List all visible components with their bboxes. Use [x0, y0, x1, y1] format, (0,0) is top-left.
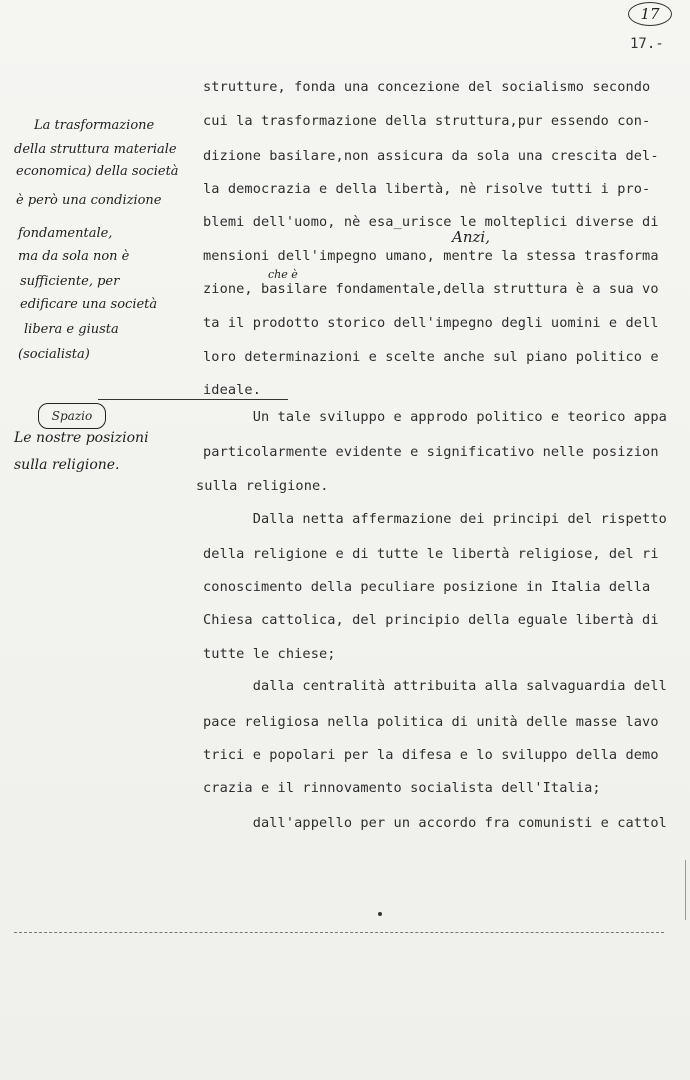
typed-line: blemi dell'uomo, nè esa_urisce le molteplici diverse di — [203, 214, 659, 230]
handwritten-line: è però una condizione — [16, 193, 162, 208]
typed-line: della religione e di tutte le libertà religiose, del ri — [203, 546, 659, 562]
handwritten-line: edificare una società — [20, 297, 158, 312]
handwritten-line: economica) della società — [16, 164, 179, 179]
typed-line: dall'appello per un accordo fra comunisti e cattol — [203, 815, 667, 831]
section-divider — [98, 399, 288, 400]
handwritten-heading-line: Le nostre posizioni — [14, 430, 149, 446]
typed-line: Un tale sviluppo e approdo politico e teorico appa — [203, 409, 667, 425]
typed-line: loro determinazioni e scelte anche sul piano politico e — [203, 349, 659, 365]
handwritten-line: La trasformazione — [34, 118, 155, 133]
handwritten-line: fondamentale, — [18, 226, 113, 241]
typed-line: crazia e il rinnovamento socialista dell'Italia; — [203, 780, 601, 796]
typed-line: pace religiosa nella politica di unità delle masse lavo — [203, 714, 659, 730]
typed-line: Chiesa cattolica, del principio della eguale libertà di — [203, 612, 659, 628]
handwritten-insert-che-e: che è — [268, 268, 298, 281]
typed-line: conoscimento della peculiare posizione in Italia della — [203, 579, 651, 595]
typed-line: la democrazia e della libertà, nè risolve tutti i pro- — [203, 181, 651, 197]
typed-line: mensioni dell'impegno umano, mentre la stessa trasforma — [203, 248, 659, 264]
page-stamp: 17 — [628, 2, 672, 26]
edge-mark — [682, 860, 686, 920]
typed-line: dalla centralità attribuita alla salvaguardia dell — [203, 678, 667, 694]
page-bottom-rule — [14, 932, 664, 933]
typed-line: particolarmente evidente e significativo nelle posizion — [203, 444, 659, 460]
page-number: 17.- — [630, 36, 664, 52]
typed-line: tutte le chiese; — [203, 646, 336, 662]
typed-line: cui la trasformazione della struttura,pur essendo con- — [203, 113, 651, 129]
typed-line: ta il prodotto storico dell'impegno degli uomini e dell — [203, 315, 659, 331]
handwritten-line: sufficiente, per — [20, 274, 120, 289]
handwritten-line: ma da sola non è — [18, 249, 130, 264]
typed-line: dizione basilare,non assicura da sola una crescita del- — [203, 148, 659, 164]
handwritten-heading-line: sulla religione. — [14, 457, 120, 473]
ink-dot — [378, 912, 382, 916]
typed-line: trici e popolari per la difesa e lo sviluppo della demo — [203, 747, 659, 763]
typed-line: strutture, fonda una concezione del socialismo secondo — [203, 79, 651, 95]
typed-line: Dalla netta affermazione dei principi del rispetto — [203, 511, 667, 527]
handwritten-line: libera e giusta — [24, 322, 119, 337]
handwritten-line: (socialista) — [18, 347, 90, 362]
handwritten-insert-anzi: Anzi, — [452, 228, 490, 246]
typed-line: ideale. — [203, 382, 261, 398]
handwritten-box-label: Spazio — [38, 403, 106, 429]
typed-line: zione, basilare fondamentale,della struttura è a sua vo — [203, 281, 659, 297]
typed-line: sulla religione. — [196, 478, 329, 494]
handwritten-line: della struttura materiale — [14, 142, 177, 157]
